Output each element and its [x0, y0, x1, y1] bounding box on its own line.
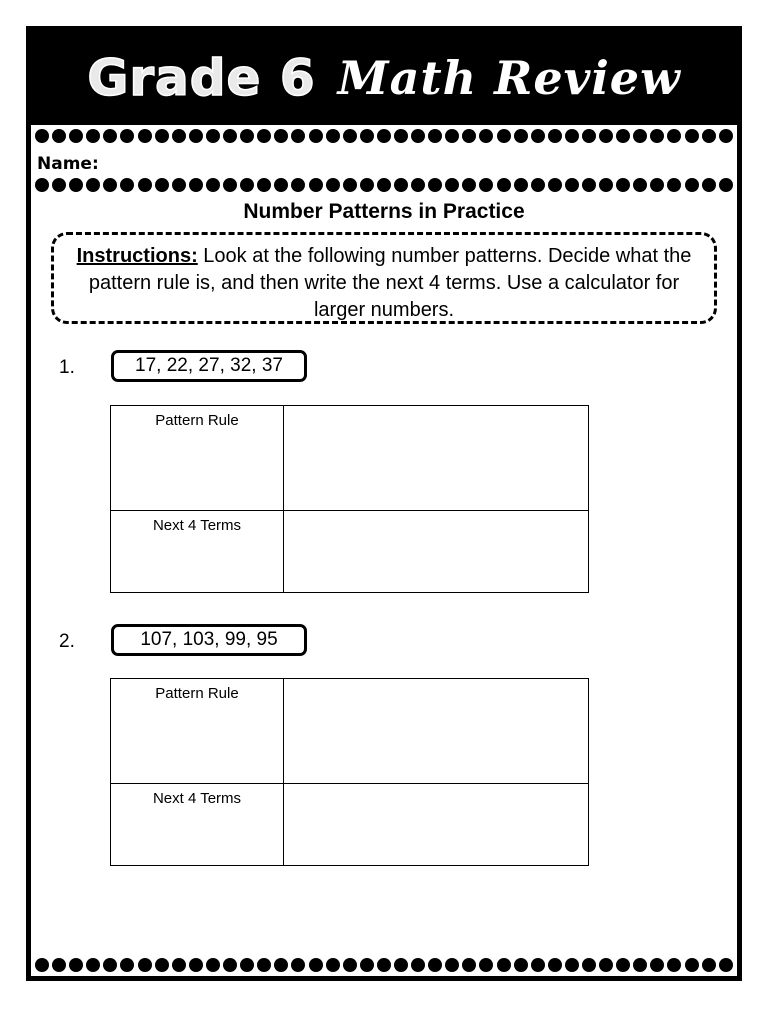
border-dot — [650, 129, 664, 143]
pattern-rule-label: Pattern Rule — [111, 679, 284, 784]
border-dot — [428, 178, 442, 192]
border-dot — [35, 178, 49, 192]
border-dot — [394, 178, 408, 192]
border-dot — [343, 129, 357, 143]
name-label: Name: — [37, 154, 99, 174]
border-dot — [274, 178, 288, 192]
border-dot — [445, 958, 459, 972]
border-dot — [445, 129, 459, 143]
border-dot — [548, 129, 562, 143]
border-dot — [35, 129, 49, 143]
border-dot — [240, 129, 254, 143]
border-dot — [69, 178, 83, 192]
next-terms-answer-cell[interactable] — [284, 784, 589, 866]
border-dot — [599, 178, 613, 192]
border-dot — [138, 178, 152, 192]
pattern-box — [111, 624, 307, 656]
next-terms-label: Next 4 Terms — [111, 784, 284, 866]
pattern-box — [111, 350, 307, 382]
border-dot — [428, 958, 442, 972]
border-dot — [582, 178, 596, 192]
border-dot — [702, 129, 716, 143]
border-dot — [120, 958, 134, 972]
border-dot — [702, 958, 716, 972]
border-dot — [428, 129, 442, 143]
border-dot — [360, 958, 374, 972]
border-dot — [616, 958, 630, 972]
border-dot — [411, 958, 425, 972]
border-dot — [52, 958, 66, 972]
border-dot — [479, 178, 493, 192]
border-dot — [223, 178, 237, 192]
border-dot — [719, 178, 733, 192]
border-dot — [52, 178, 66, 192]
border-dot — [326, 958, 340, 972]
border-dot — [565, 129, 579, 143]
border-dot — [172, 129, 186, 143]
title-math-review: Math Review — [337, 51, 681, 105]
border-dot — [685, 129, 699, 143]
border-dot — [257, 178, 271, 192]
border-dot — [120, 178, 134, 192]
border-dot — [548, 178, 562, 192]
border-dot — [326, 129, 340, 143]
border-dot — [667, 958, 681, 972]
border-dot — [326, 178, 340, 192]
border-dot — [291, 178, 305, 192]
border-dot — [633, 129, 647, 143]
border-dot — [633, 958, 647, 972]
pattern-rule-answer-cell[interactable] — [284, 679, 589, 784]
border-dot — [86, 129, 100, 143]
border-dot — [685, 178, 699, 192]
border-dot — [343, 958, 357, 972]
border-dot — [650, 958, 664, 972]
table-row — [111, 511, 589, 593]
border-dot — [633, 178, 647, 192]
border-dot — [309, 178, 323, 192]
border-dot — [667, 129, 681, 143]
title-grade: Grade 6 — [87, 49, 316, 107]
border-dot — [582, 129, 596, 143]
border-dot — [69, 958, 83, 972]
question-number: 2. — [59, 631, 75, 652]
border-dot — [155, 129, 169, 143]
border-dot — [189, 178, 203, 192]
border-dot — [155, 178, 169, 192]
border-dot — [479, 958, 493, 972]
section-title: Number Patterns in Practice — [243, 200, 525, 223]
table-row — [111, 406, 589, 511]
border-dot — [702, 178, 716, 192]
border-dot — [411, 129, 425, 143]
question-number: 1. — [59, 357, 75, 378]
border-dot — [291, 958, 305, 972]
border-dot — [531, 958, 545, 972]
border-dot — [189, 129, 203, 143]
border-dot — [240, 958, 254, 972]
border-dot — [103, 178, 117, 192]
border-dot — [394, 958, 408, 972]
border-dot — [719, 958, 733, 972]
border-dot — [650, 178, 664, 192]
dot-border-bottom — [35, 957, 733, 973]
answer-table — [110, 405, 589, 593]
pattern-rule-label: Pattern Rule — [111, 406, 284, 511]
border-dot — [155, 958, 169, 972]
border-dot — [497, 178, 511, 192]
border-dot — [206, 958, 220, 972]
border-dot — [172, 178, 186, 192]
border-dot — [462, 178, 476, 192]
border-dot — [531, 129, 545, 143]
border-dot — [377, 129, 391, 143]
border-dot — [360, 129, 374, 143]
border-dot — [291, 129, 305, 143]
border-dot — [599, 958, 613, 972]
border-dot — [309, 958, 323, 972]
border-dot — [343, 178, 357, 192]
pattern-rule-answer-cell[interactable] — [284, 406, 589, 511]
border-dot — [103, 958, 117, 972]
border-dot — [274, 958, 288, 972]
pattern-sequence: 17, 22, 27, 32, 37 — [135, 355, 283, 376]
border-dot — [52, 129, 66, 143]
border-dot — [377, 178, 391, 192]
border-dot — [377, 958, 391, 972]
dot-border-name — [35, 177, 733, 193]
border-dot — [138, 129, 152, 143]
border-dot — [445, 178, 459, 192]
border-dot — [206, 129, 220, 143]
border-dot — [206, 178, 220, 192]
border-dot — [514, 129, 528, 143]
border-dot — [223, 958, 237, 972]
table-row — [111, 784, 589, 866]
border-dot — [411, 178, 425, 192]
border-dot — [394, 129, 408, 143]
border-dot — [582, 958, 596, 972]
answer-table — [110, 678, 589, 866]
border-dot — [616, 129, 630, 143]
border-dot — [599, 129, 613, 143]
border-dot — [514, 958, 528, 972]
border-dot — [240, 178, 254, 192]
border-dot — [35, 958, 49, 972]
instructions-box — [51, 232, 717, 324]
next-terms-answer-cell[interactable] — [284, 511, 589, 593]
border-dot — [548, 958, 562, 972]
border-dot — [360, 178, 374, 192]
border-dot — [497, 129, 511, 143]
worksheet-page — [26, 26, 742, 981]
border-dot — [667, 178, 681, 192]
border-dot — [274, 129, 288, 143]
border-dot — [172, 958, 186, 972]
border-dot — [497, 958, 511, 972]
border-dot — [462, 129, 476, 143]
instructions-label: Instructions: — [76, 245, 198, 267]
border-dot — [257, 958, 271, 972]
next-terms-label: Next 4 Terms — [111, 511, 284, 593]
pattern-sequence: 107, 103, 99, 95 — [140, 629, 278, 650]
table-row — [111, 679, 589, 784]
border-dot — [86, 178, 100, 192]
border-dot — [103, 129, 117, 143]
border-dot — [514, 178, 528, 192]
border-dot — [565, 178, 579, 192]
border-dot — [685, 958, 699, 972]
border-dot — [565, 958, 579, 972]
dot-border-top — [35, 128, 733, 144]
border-dot — [189, 958, 203, 972]
border-dot — [120, 129, 134, 143]
title-banner — [31, 31, 737, 125]
border-dot — [223, 129, 237, 143]
instructions-text: Look at the following number patterns. Decide what the pattern rule is, and then write the next 4 terms. Use a calculator for larger numbers. — [88, 245, 692, 321]
border-dot — [86, 958, 100, 972]
border-dot — [69, 129, 83, 143]
border-dot — [309, 129, 323, 143]
border-dot — [616, 178, 630, 192]
border-dot — [257, 129, 271, 143]
border-dot — [138, 958, 152, 972]
border-dot — [462, 958, 476, 972]
border-dot — [479, 129, 493, 143]
border-dot — [719, 129, 733, 143]
border-dot — [531, 178, 545, 192]
